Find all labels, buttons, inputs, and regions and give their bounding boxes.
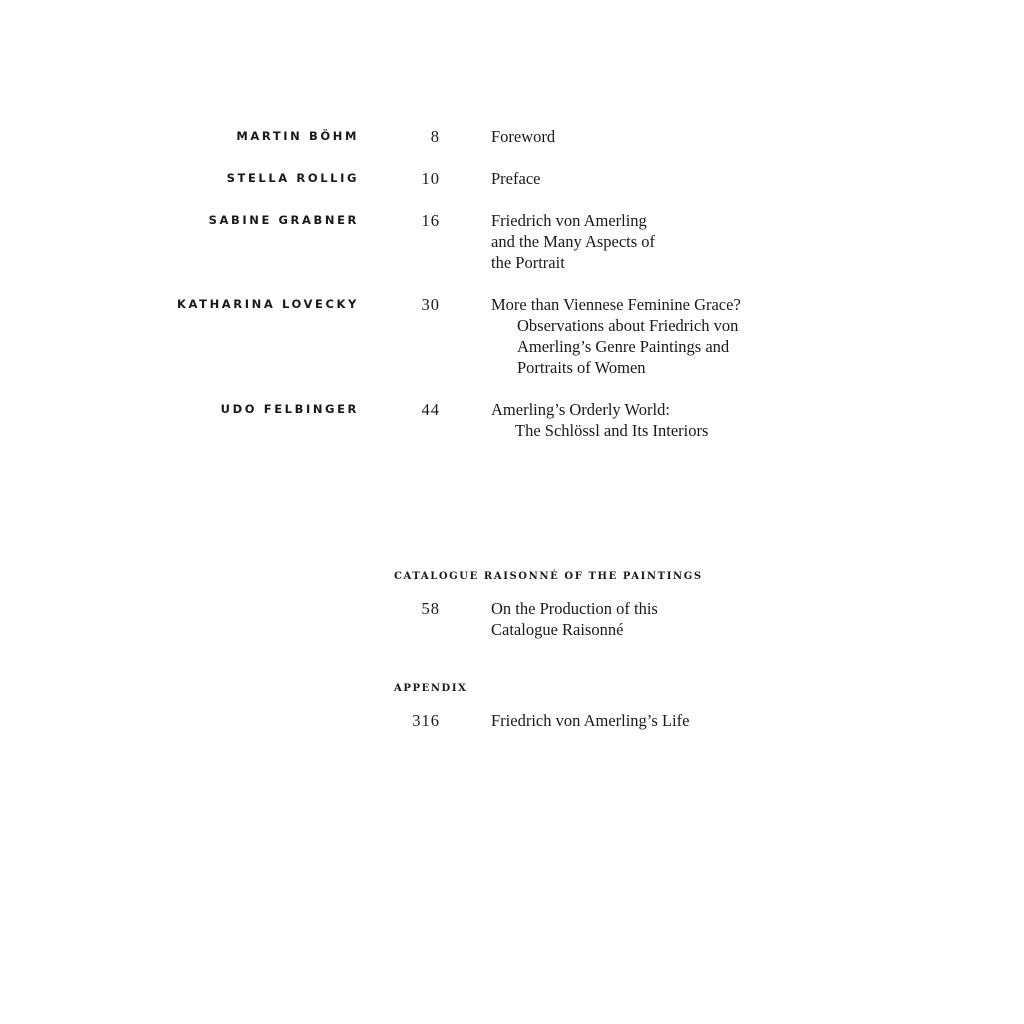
entry-title [491, 210, 655, 273]
page-number: 316 [412, 711, 440, 730]
title-line: On the Production of this [491, 599, 658, 618]
title-line: Amerling’s Genre Paintings and [517, 337, 730, 356]
title-line: Amerling’s Orderly World: [491, 400, 670, 419]
catalogue-section-heading: CATALOGUE RAISONNÉ OF THE PAINTINGS [394, 571, 703, 582]
entry-title [491, 168, 540, 189]
author-name: STELLA ROLLIG [226, 171, 359, 185]
entry-title [491, 598, 658, 640]
title-line: Friedrich von Amerling [491, 211, 647, 230]
entry-title [491, 710, 689, 731]
page-number: 8 [430, 127, 440, 146]
page-number: 10 [421, 169, 440, 188]
title-line: Preface [491, 169, 541, 188]
title-line: Foreword [491, 127, 556, 146]
entry-title [491, 294, 741, 378]
appendix-section-heading: APPENDIX [394, 683, 468, 694]
page-number: 16 [421, 211, 440, 230]
page-number: 44 [421, 400, 440, 419]
title-line: Observations about Friedrich von [517, 316, 739, 335]
title-line: the Portrait [491, 253, 565, 272]
title-line: More than Viennese Feminine Grace? [491, 295, 741, 314]
author-name: SABINE GRABNER [208, 213, 359, 227]
author-name: KATHARINA LOVECKY [177, 297, 359, 311]
author-name: MARTIN BÖHM [236, 129, 359, 143]
page-number: 58 [421, 599, 440, 618]
page-number: 30 [421, 295, 440, 314]
title-line: Portraits of Women [517, 358, 646, 377]
entry-title [491, 399, 708, 441]
author-name: UDO FELBINGER [220, 402, 359, 416]
title-line: Catalogue Raisonné [491, 620, 624, 639]
title-line: Friedrich von Amerling’s Life [491, 711, 690, 730]
entry-title [491, 126, 555, 147]
title-line: and the Many Aspects of [491, 232, 656, 251]
title-line: The Schlössl and Its Interiors [515, 421, 709, 440]
